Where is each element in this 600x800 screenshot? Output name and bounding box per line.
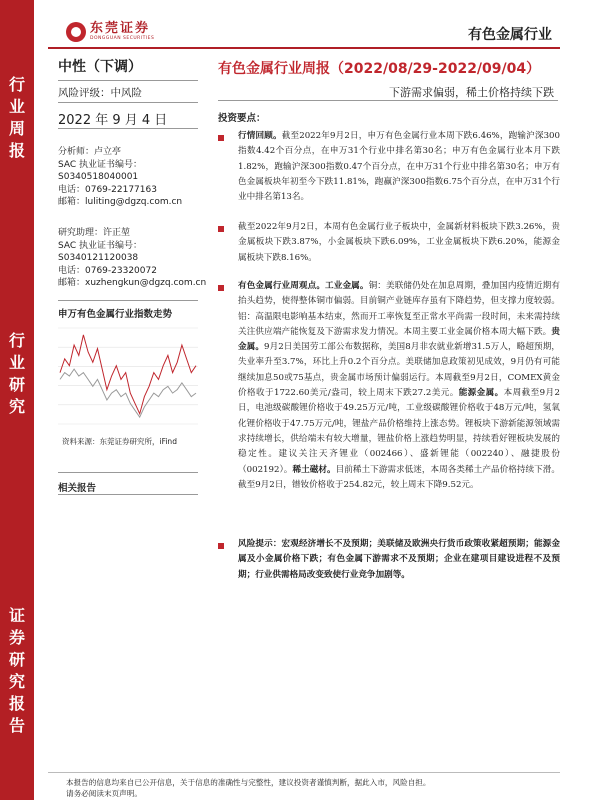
- side-label-char: 行: [8, 75, 25, 94]
- industrial-metals-text: 铜：美联储仍处在加息周期，叠加国内疫情近期有抬头趋势，使得整体铜市偏弱。目前铜产业链库存虽有下降趋势，但支撑力度较弱。铝：高温限电影响基本结束，然而开工率恢复至正常水平尚需一段时间，未来需持续关注供应端产能恢复及下游需求发力情况。本周主要工业金属价格本周大幅下跌。: [238, 281, 560, 337]
- risk-level: 风险评级：中风险: [58, 87, 142, 99]
- rating: 中性（下调）: [58, 59, 142, 75]
- market-review-paragraph: [238, 129, 560, 205]
- side-label-char: 报: [8, 694, 25, 713]
- analyst-cert: S0340518040001: [58, 172, 139, 183]
- side-label-weekly: [0, 74, 34, 162]
- risk-warning-paragraph: [238, 537, 560, 583]
- bullet-marker: [218, 543, 224, 549]
- assistant-phone: 电话：0769-23320072: [58, 265, 157, 276]
- rare-earth-label: 稀土磁材。: [292, 464, 336, 475]
- footer-disclaimer: 本报告的信息均来自已公开信息，关于信息的准确性与完整性，建议投资者谨慎判断，据此入市，风险自担。: [66, 778, 431, 787]
- footer: [66, 777, 566, 799]
- date-divider: [58, 128, 198, 129]
- bullet-marker: [218, 226, 224, 232]
- energy-metals-text: 本周截至9月2日，电池级碳酸锂价格收于49.25万元/吨，工业级碳酸锂价格收于48万元/吨，氢氧化锂价格收于47.75万元/吨，锂盐产品价格维持上涨态势。锂板块下游新能源领域需求持续增长，供给端未有较大增量，锂盐价格上涨趋势明显，持续看好锂板块发展的稳定性。建议关注天齐锂业（002466）、盛新锂能（002240）、融捷股份（002192）。: [238, 388, 560, 475]
- side-label-char: 告: [8, 716, 25, 735]
- risk-warning-label: 风险提示：: [238, 539, 282, 549]
- energy-metals-label: 能源金属。: [458, 388, 504, 399]
- weekly-view-paragraph: [238, 279, 560, 493]
- side-label-char: 研: [8, 375, 25, 394]
- side-label-char: 究: [8, 672, 25, 691]
- assistant-cert-label: SAC 执业证书编号：: [58, 240, 143, 251]
- rating-divider: [58, 80, 198, 81]
- side-label-char: 券: [8, 628, 25, 647]
- chart-source: 资料来源：东莞证券研究所，iFind: [62, 437, 177, 446]
- logo-english-name: DONGGUAN SECURITIES: [90, 36, 155, 41]
- side-label-report: [0, 605, 34, 737]
- market-review-text: 截至2022年9月2日，申万有色金属行业本周下跌6.46%，跑输沪深300指数4.42个百分点，在申万31个行业中排名第30名；申万有色金属行业本月下跌1.82%，跑输沪深300指数0.47个百分点，在申万31个行业中排名第30名；申万有色金属板块年初至今下跌11.81%，跑赢沪深300指数6.75个百分点，在申万31个行业中排名第13名。: [238, 131, 560, 203]
- chart-title: 申万有色金属行业指数走势: [58, 309, 173, 320]
- company-logo: [66, 22, 154, 42]
- risk-warning-text: 宏观经济增长不及预期；美联储及欧洲央行货币政策收紧超预期；能源金属及小金属价格下跌；有色金属下游需求不及预期；企业在建项目建设进程不及预期；行业供需格局改变致使行业竞争加剧等。: [238, 539, 560, 580]
- risk-divider: [58, 102, 198, 103]
- report-date: 2022 年 9 月 4 日: [58, 113, 168, 128]
- side-label-char: 研: [8, 650, 25, 669]
- assistant-info: [58, 227, 206, 290]
- analyst-phone: 电话：0769-22177163: [58, 184, 157, 195]
- report-title: 有色金属行业周报（2022/08/29-2022/09/04）: [218, 61, 541, 77]
- key-points-heading: 投资要点：: [218, 113, 266, 124]
- side-label-char: 行: [8, 331, 25, 350]
- analyst-email[interactable]: 邮箱：luliting@dgzq.com.cn: [58, 197, 183, 208]
- sub-sector-paragraph: [238, 220, 560, 266]
- title-divider: [218, 100, 558, 101]
- analyst-cert-label: SAC 执业证书编号：: [58, 159, 143, 170]
- chart-top-divider: [58, 300, 198, 301]
- side-label-char: 周: [8, 119, 25, 138]
- related-divider: [58, 472, 198, 473]
- chart-series-line-2: [60, 369, 196, 417]
- assistant-cert: S0340121120038: [58, 253, 139, 264]
- precious-metals-label: 贵金属。: [238, 326, 560, 353]
- related-bottom-divider: [58, 494, 198, 495]
- market-review-label: 行情回顾。: [238, 131, 282, 141]
- bullet-marker: [218, 135, 224, 141]
- header-divider: [48, 47, 560, 49]
- logo-text: [90, 22, 154, 42]
- precious-metals-text: 9月2日美国劳工部公布数据称，美国8月非农就业新增31.5万人，略超预期，失业率升至3.7%，环比上升0.2个百分点。美联储加息政策初见成效，9月仍有可能继续加息50或75基点，贵金属市场预计偏弱运行。本周截至9月2日，COMEX黄金价格收于1722.60美元/盎司，较上周末下跌27.2美元。: [238, 342, 560, 399]
- assistant-name: 研究助理：许正堃: [58, 228, 131, 238]
- analyst-info: [58, 146, 182, 209]
- footer-divider: [48, 772, 560, 773]
- side-label-research: [0, 330, 34, 418]
- side-label-char: 业: [8, 353, 25, 372]
- analyst-name: 分析师：卢立亭: [58, 147, 122, 157]
- industry-tag: 有色金属行业: [468, 27, 552, 43]
- bullet-marker: [218, 285, 224, 291]
- report-subtitle: 下游需求偏弱，稀土价格持续下跌: [389, 86, 554, 99]
- sub-sector-text: 截至2022年9月2日，本周有色金属行业子板块中，金属新材料板块下跌3.26%，贵金属板块下跌3.87%，小金属板块下跌6.09%，工业金属板块下跌6.20%，能源金属板块下跌8.16%。: [238, 222, 560, 263]
- logo-emblem: [66, 22, 86, 42]
- side-label-char: 究: [8, 397, 25, 416]
- side-label-char: 业: [8, 97, 25, 116]
- index-trend-chart: [58, 322, 198, 432]
- assistant-email[interactable]: 邮箱：xuzhengkun@dgzq.com.cn: [58, 278, 207, 289]
- side-label-char: 证: [8, 606, 25, 625]
- footer-notice: 请务必阅读末页声明。: [66, 789, 142, 798]
- weekly-view-label: 有色金属行业周观点。工业金属。: [238, 281, 369, 291]
- rare-earth-text: 目前稀土下游需求低迷，本周各类稀土产品价格持续下滑。截至9月2日，镨钕价格收于254.82元，较上周末下降9.52元。: [238, 464, 560, 490]
- related-reports-heading: 相关报告: [58, 483, 97, 494]
- side-label-char: 报: [8, 141, 25, 160]
- logo-chinese-name: 东莞证券: [90, 21, 151, 36]
